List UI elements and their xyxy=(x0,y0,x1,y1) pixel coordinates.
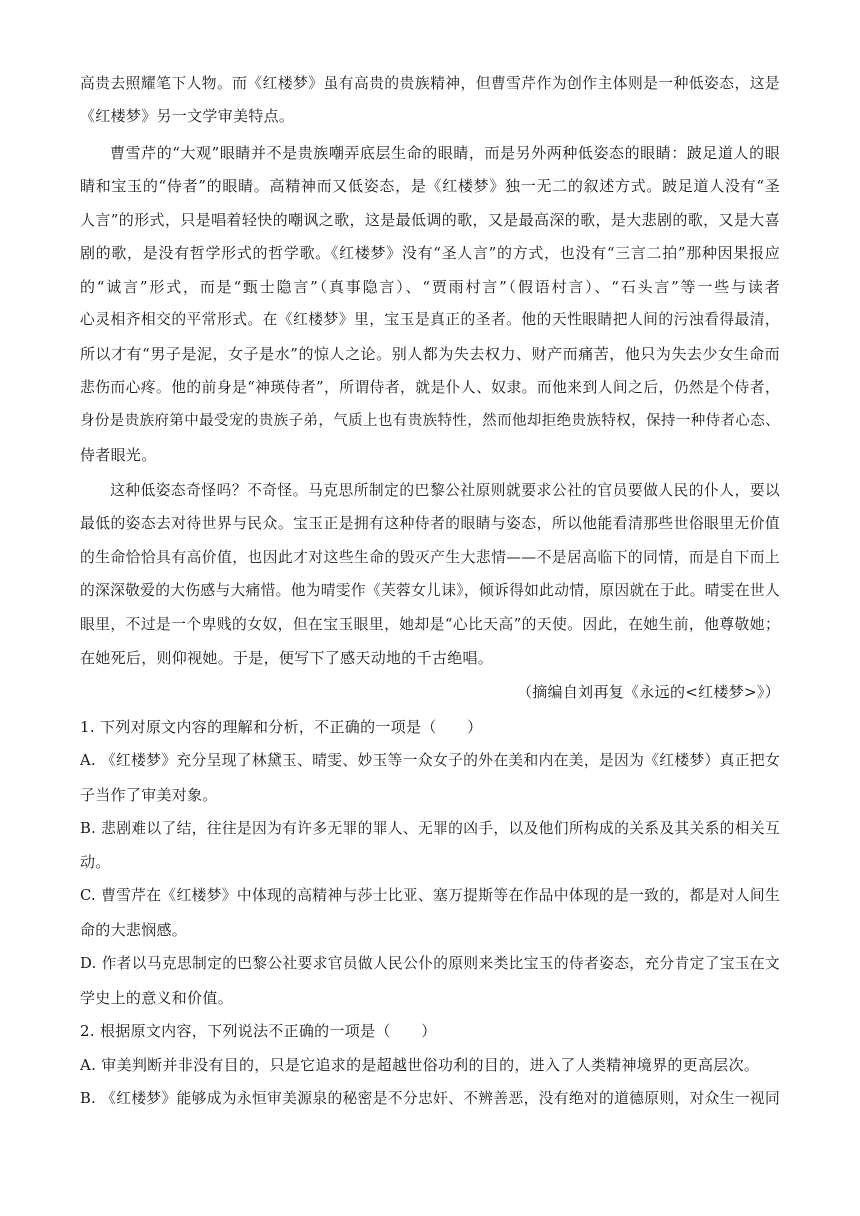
question-1-option-c: C. 曹雪芹在《红楼梦》中体现的高精神与莎士比亚、塞万提斯等在作品中体现的是一致的，都是对人间生 xyxy=(80,887,780,904)
passage-line: 剧的歌，是没有哲学形式的哲学歌。《红楼梦》没有“圣人言”的方式，也没有“三言二拍”那种因果报应 xyxy=(80,244,780,262)
question-1-option-b-cont: 动。 xyxy=(80,853,111,871)
passage-line: 这种低姿态奇怪吗？不奇怪。马克思所制定的巴黎公社原则就要求公社的官员要做人民的仆人，要以 xyxy=(110,482,780,499)
passage-line: 眼里，不过是一个卑贱的女奴，但在宝玉眼里，她却是“心比天高”的天使。因此，在她生前，他尊敬她； xyxy=(80,616,780,633)
question-2-stem: 2. 根据原文内容，下列说法不正确的一项是（ ） xyxy=(80,1022,437,1040)
passage-line: 身份是贵族府第中最受宠的贵族子弟，气质上也有贵族特性，然而他却拒绝贵族特权，保持一种侍者心态、 xyxy=(80,413,780,429)
passage-line: 人言”的形式，只是唱着轻快的嘲讽之歌，这是最低调的歌，又是最高深的歌，是大悲剧的歌，又是大喜 xyxy=(80,211,780,229)
passage-line: 心灵相齐相交的平常形式。在《红楼梦》里，宝玉是真正的圣者。他的天性眼睛把人间的污浊看得最清， xyxy=(80,311,780,328)
passage-line: 最低的姿态去对待世界与民众。宝玉正是拥有这种侍者的眼睛与姿态，所以他能看清那些世俗眼里无价值 xyxy=(80,515,780,532)
question-1-option-d-cont: 学史上的意义和价值。 xyxy=(80,989,234,1007)
passage-line: 的“诚言”形式，而是“甄士隐言”（真事隐言）、“贾雨村言”（假语村言）、“石头言”等一些与读者 xyxy=(80,278,780,296)
passage-line: 所以才有“男子是泥，女子是水”的惊人之论。别人都为失去权力、财产而痛苦，他只为失去少女生命而 xyxy=(80,345,780,363)
passage-line: 睛和宝玉的“侍者”的眼睛。高精神而又低姿态，是《红楼梦》独一无二的叙述方式。跛足道人没有“圣 xyxy=(80,177,780,195)
source-attribution: （摘编自刘再复《永远的<红楼梦>》） xyxy=(516,683,780,701)
passage-line: 在她死后，则仰视她。于是，便写下了感天动地的千古绝唱。 xyxy=(80,649,494,667)
passage-line: 曹雪芹的“大观”眼睛并不是贵族嘲弄底层生命的眼睛，而是另外两种低姿态的眼睛：跛足道人的眼 xyxy=(110,144,780,162)
question-1-option-b: B. 悲剧难以了结，往往是因为有许多无罪的罪人、无罪的凶手，以及他们所构成的关系及其关系的相关互 xyxy=(80,820,780,837)
question-1-option-a: A. 《红楼梦》充分呈现了林黛玉、晴雯、妙玉等一众女子的外在美和内在美，是因为《红楼梦）真正把女 xyxy=(80,752,780,769)
passage-line: 的生命恰恰具有高价值，也因此才对这些生命的毁灭产生大悲情——不是居高临下的同情，而是自下而上 xyxy=(80,549,780,566)
question-1-option-a-cont: 子当作了审美对象。 xyxy=(80,786,218,804)
question-1-option-c-cont: 命的大悲悯感。 xyxy=(80,921,188,939)
passage-line: 高贵去照耀笔下人物。而《红楼梦》虽有高贵的贵族精神，但曹雪芹作为创作主体则是一种低姿态，这是 xyxy=(80,75,780,92)
passage-line: 侍者眼光。 xyxy=(80,446,157,464)
question-2-option-b: B. 《红楼梦》能够成为永恒审美源泉的秘密是不分忠奸、不辨善恶，没有绝对的道德原则，对众生一视同 xyxy=(80,1090,780,1107)
passage-line: 悲伤而心疼。他的前身是“神瑛侍者”，所谓侍者，就是仆人、奴隶。而他来到人间之后，仍然是个侍者， xyxy=(80,379,780,396)
passage-line: 的深深敬爱的大伤感与大痛惜。他为晴雯作《芙蓉女儿诔》，倾诉得如此动情，原因就在于此。晴雯在世人 xyxy=(80,582,780,599)
passage-line: 《红楼梦》另一文学审美特点。 xyxy=(80,107,295,125)
question-1-option-d: D. 作者以马克思制定的巴黎公社要求官员做人民公仆的原则来类比宝玉的侍者姿态，充分肯定了宝玉在文 xyxy=(80,955,780,972)
question-1-stem: 1. 下列对原文内容的理解和分析，不正确的一项是（ ） xyxy=(80,718,483,736)
question-2-option-a: A. 审美判断并非没有目的，只是它追求的是超越世俗功利的目的，进入了人类精神境界的更高层次。 xyxy=(80,1056,760,1074)
